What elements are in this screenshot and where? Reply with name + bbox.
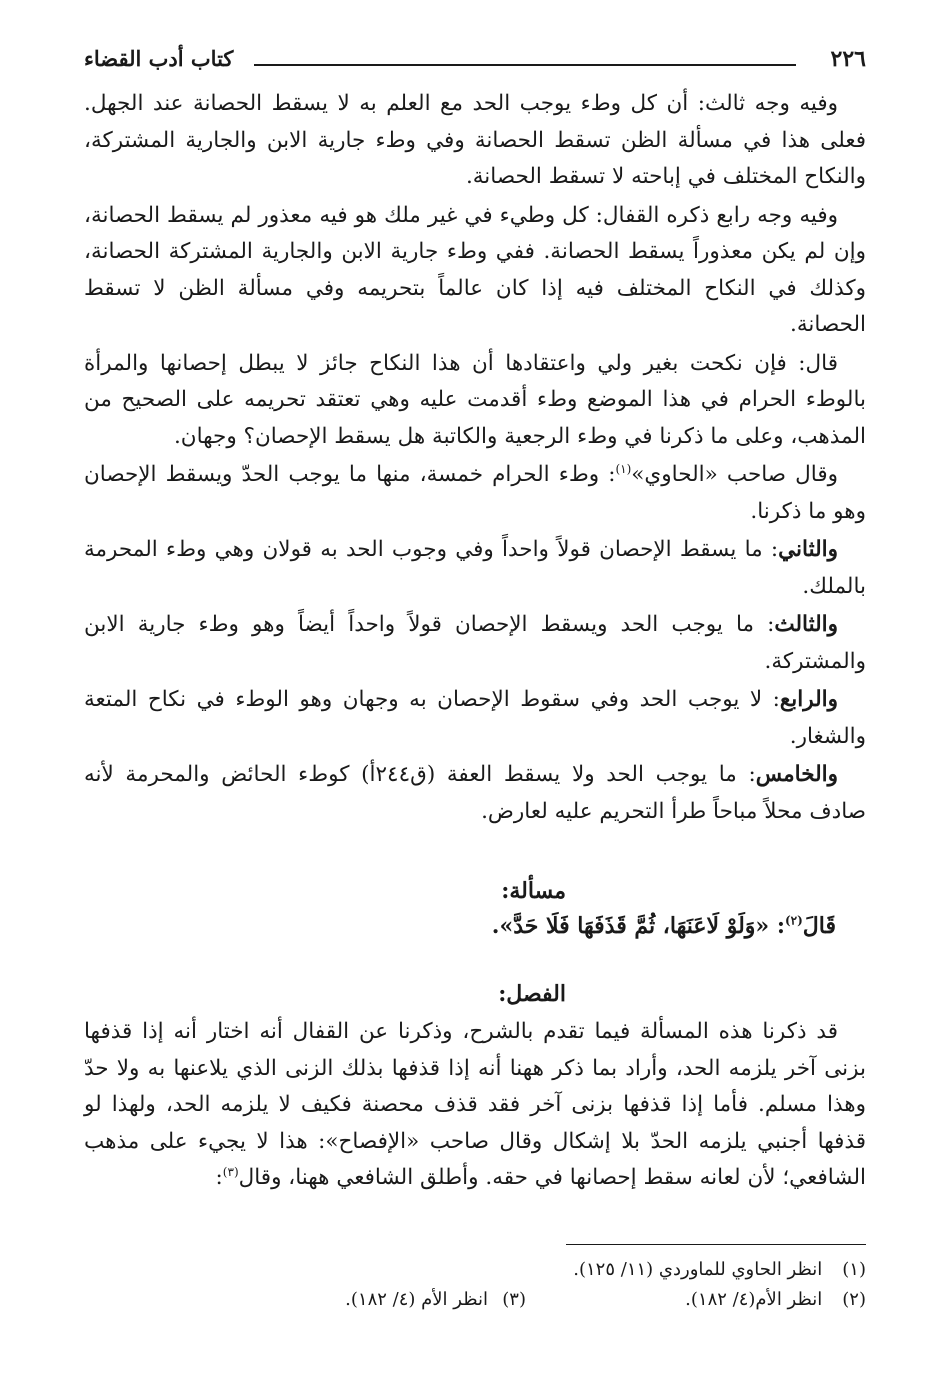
paragraph-lead: والخامس: [755, 762, 838, 787]
paragraph-lead: والرابع: [779, 687, 838, 712]
paragraph-lead: والثالث: [774, 612, 838, 637]
paragraph-2: [84, 198, 866, 344]
paragraph-1: [84, 86, 866, 196]
paragraph-text: : ما يسقط الإحصان قولاً واحداً وفي وجوب الحد به قولان وهي وطء المحرمة بالملك.: [84, 537, 866, 599]
header-rule: [254, 64, 796, 66]
paragraph-text: قال: فإن نكحت بغير ولي واعتقادها أن هذا النكاح جائز لا يبطل إحصانها والمرأة بالوطء الحرام في هذا الموضع وطء أقدمت عليه وهي تعتقد تحريمه على الصحيح من المذهب، وعلى ما ذكرنا في وطء الرجعية والكاتبة هل يسقط الإحصان؟ وجهان.: [84, 350, 867, 449]
footnote-text: انظر الأم (٤/ ١٨٢).: [345, 1289, 488, 1310]
paragraph-tail: :: [215, 1165, 223, 1190]
paragraph-4: [84, 457, 866, 530]
quote-text: : «وَلَوْ لَاعَنَهَا، ثُمَّ قَذَفَهَا فَلَا حَدَّ».: [491, 913, 785, 939]
footnote-ref-1: (١): [615, 461, 632, 476]
masala-heading: مسألة:: [501, 878, 566, 904]
masala-quote: [84, 908, 866, 944]
footnote-1: [84, 1255, 866, 1285]
paragraph-text: وفيه وجه ثالث: أن كل وطء يوجب الحد مع العلم به لا يسقط الحصانة عند الجهل. فعلى هذا في مسألة الظن تسقط الحصانة وفي وطء جارية الابن والجارية المشتركة، والنكاح المختلف في إباحته لا تسقط الحصانة.: [84, 91, 866, 189]
paragraph-3: [84, 346, 866, 456]
paragraph-7: [84, 682, 866, 755]
footnote-number: (٢): [842, 1289, 866, 1310]
paragraph-text: قد ذكرنا هذه المسألة فيما تقدم بالشرح، وذكرنا عن القفال أنه اختار أنه إذا قذفها بزنى آخر يلزمه الحد، وأراد بما ذكر ههنا أنه إذا قذفها بذلك الزنى الذي يلاعنها به ولا حدّ وهذا مسلم. فأما إذا قذفها بزنى آخر فقد قذف محصنة فكيف لا يلزمه الحد، ولهذا لو قذفها أجنبي يلزمه الحدّ بلا إشكال وقال صاحب «الإفصاح»: هذا لا يجيء على مذهب الشافعي؛ لأن لعانه سقط إحصانها في حقه. وأطلق الشافعي ههنا، وقال: [84, 1019, 866, 1190]
footnote-number: (١): [842, 1259, 866, 1280]
paragraph-text: وقال صاحب «الحاوي»: [631, 462, 838, 487]
fasl-paragraph: [84, 1014, 866, 1197]
paragraph-text: : ما يوجب الحد ويسقط الإحصان قولاً واحداً أيضاً وهو وطء جارية الابن والمشتركة.: [84, 612, 866, 674]
footnote-rule: [566, 1244, 866, 1245]
paragraph-lead: والثاني: [778, 537, 838, 562]
page-number: ٢٢٦: [830, 46, 866, 72]
paragraph-text: : لا يوجب الحد وفي سقوط الإحصان به وجهان وهو الوطء في نكاح المتعة والشغار.: [84, 687, 866, 749]
paragraph-text: : ما يوجب الحد ولا يسقط العفة (ق٢٤٤أ) كوطء الحائض والمحرمة لأنه صادف محلاً مباحاً طرأ التحريم عليه لعارض.: [84, 762, 866, 824]
running-title: كتاب أدب القضاء: [84, 46, 234, 71]
paragraph-text: : وطء الحرام خمسة، منها ما يوجب الحدّ ويسقط الإحصان وهو ما ذكرنا.: [84, 462, 866, 524]
paragraph-text: وفيه وجه رابع ذكره القفال: كل وطيء في غير ملك هو فيه معذور لم يسقط الحصانة، وإن لم يكن معذوراً يسقط الحصانة. ففي وطء جارية الابن والجارية المشتركة الحصانة، وكذلك في النكاح المختلف فيه إذا كان عالماً بتحريمه وفي مسألة الظن لا تسقط الحصانة.: [84, 202, 866, 337]
paragraph-5: [84, 532, 866, 605]
paragraph-6: [84, 607, 866, 680]
footnote-text: انظر الحاوي للماوردي (١١/ ١٢٥).: [573, 1259, 823, 1280]
footnote-3: [345, 1285, 526, 1315]
footnote-number: (٣): [502, 1289, 526, 1310]
footnote-ref-2: (٢): [784, 913, 803, 928]
page-body: [84, 86, 866, 1199]
footnote-2: [84, 1285, 866, 1315]
fasl-heading: الفصل:: [498, 981, 566, 1007]
page-header: [84, 44, 866, 84]
footnote-text: انظر الأم(٤/ ١٨٢).: [685, 1289, 823, 1310]
quote-prefix: قَالَ: [802, 913, 836, 939]
footnote-ref-3: (٣): [222, 1164, 239, 1179]
paragraph-8: [84, 757, 866, 830]
footnotes: [84, 1244, 866, 1315]
